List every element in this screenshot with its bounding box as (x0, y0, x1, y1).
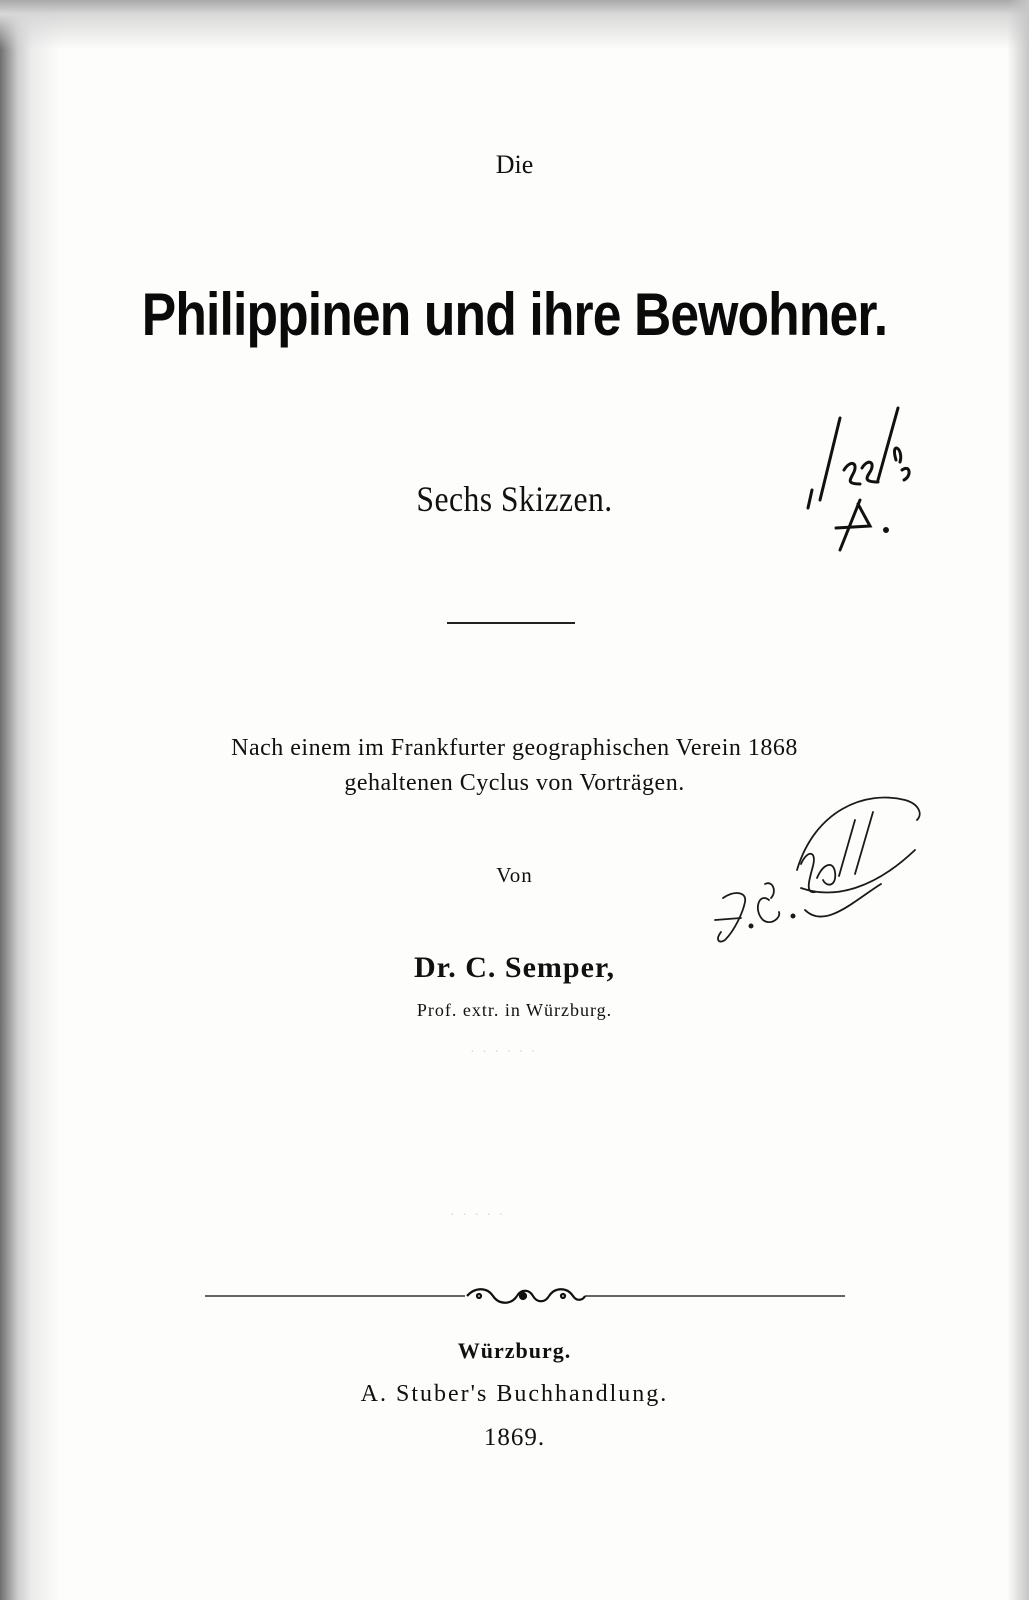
bleed-through-mark: · · · · · · (470, 1045, 538, 1060)
ornamental-rule (205, 1281, 845, 1311)
main-title: Philippinen und ihre Bewohner. (141, 281, 888, 348)
publication-place: Würzburg. (457, 1338, 572, 1363)
publication-year: 1869. (483, 1424, 546, 1451)
bleed-through-mark: · · · · · (450, 1208, 506, 1223)
by-line: Von (496, 863, 533, 887)
description-line-2: gehaltenen Cyclus von Vorträgen. (344, 770, 685, 796)
ornament-flourish-icon (467, 1289, 585, 1303)
publisher: A. Stuber's Buchhandlung. (360, 1381, 669, 1407)
page-edge-top-shadow (0, 0, 1029, 50)
title-article: Die (495, 150, 534, 179)
author-title: Prof. extr. in Würzburg. (416, 1000, 613, 1020)
description-line-1: Nach einem im Frankfurter geographischen Verein 1868 (231, 735, 798, 761)
subtitle: Sechs Skizzen. (416, 479, 613, 519)
short-divider-rule (447, 622, 575, 624)
author-name: Dr. C. Semper, (414, 951, 615, 984)
